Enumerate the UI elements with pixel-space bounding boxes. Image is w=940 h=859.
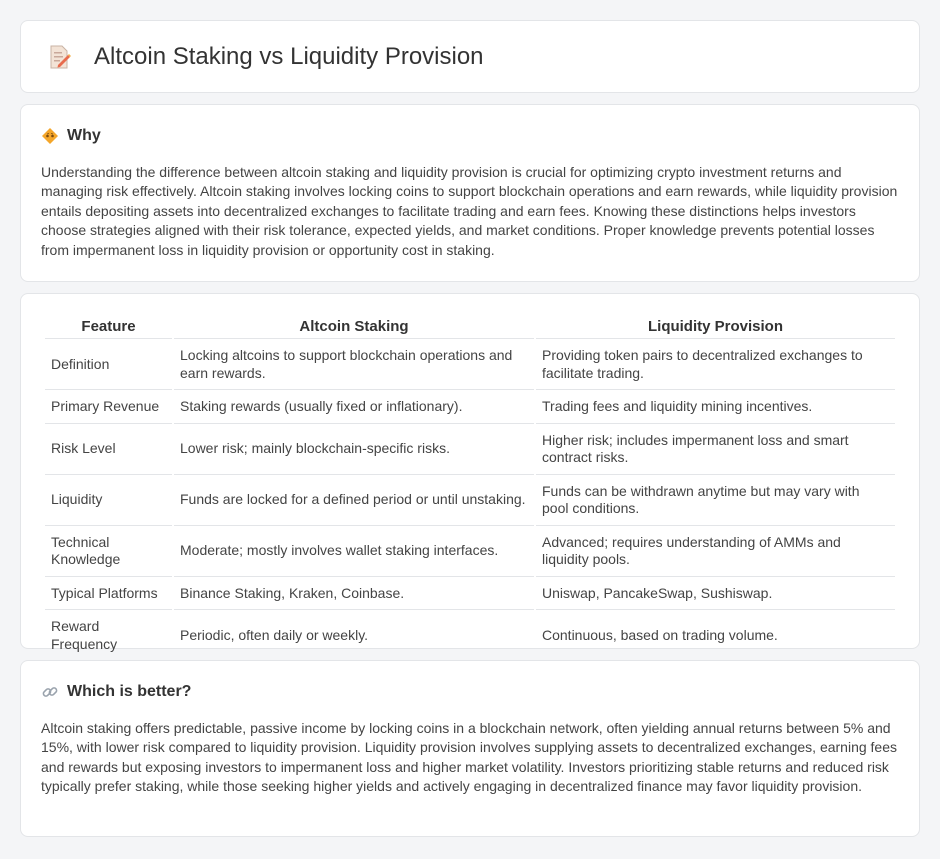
feature-cell: Typical Platforms bbox=[45, 577, 172, 611]
liquidity-cell: Providing token pairs to decentralized exchanges to facilitate trading. bbox=[536, 339, 895, 390]
comparison-table-card bbox=[20, 293, 920, 652]
feature-cell: Liquidity bbox=[45, 475, 172, 526]
liquidity-cell: Uniswap, PancakeSwap, Sushiswap. bbox=[536, 577, 895, 611]
feature-cell: Risk Level bbox=[45, 424, 172, 475]
staking-cell: Funds are locked for a defined period or until unstaking. bbox=[174, 475, 534, 526]
table-row bbox=[45, 339, 895, 390]
why-section bbox=[20, 104, 920, 282]
table-header-row bbox=[45, 314, 895, 339]
feature-cell: Technical Knowledge bbox=[45, 526, 172, 577]
better-title: Which is better? bbox=[67, 683, 192, 700]
comparison-table bbox=[43, 314, 897, 661]
link-icon bbox=[41, 683, 59, 701]
table-row bbox=[45, 610, 895, 661]
feature-cell: Reward Frequency bbox=[45, 610, 172, 661]
table-row bbox=[45, 424, 895, 475]
header-feature: Feature bbox=[45, 314, 172, 339]
staking-cell: Periodic, often daily or weekly. bbox=[174, 610, 534, 661]
better-text: Altcoin staking offers predictable, passive income by locking coins in a blockchain network, often yielding annual returns between 5% and 15%, with lower risk compared to liquidity provision. Liquidity provision involves supplying assets to decentralized exchanges, earning fees and rewards but exposing investors to impermanent loss and higher market volatility. Investors prioritizing stable returns and reduced risk typically prefer staking, while those seeking higher yields and actively engaging in decentralized finance may favor liquidity provision. bbox=[41, 720, 898, 795]
feature-cell: Definition bbox=[45, 339, 172, 390]
liquidity-cell: Higher risk; includes impermanent loss and smart contract risks. bbox=[536, 424, 895, 475]
staking-cell: Binance Staking, Kraken, Coinbase. bbox=[174, 577, 534, 611]
feature-cell: Primary Revenue bbox=[45, 390, 172, 424]
header-card bbox=[20, 20, 920, 93]
liquidity-cell: Continuous, based on trading volume. bbox=[536, 610, 895, 661]
staking-cell: Moderate; mostly involves wallet staking interfaces. bbox=[174, 526, 534, 577]
why-text: Understanding the difference between altcoin staking and liquidity provision is crucial for optimizing crypto investment returns and managing risk effectively. Altcoin staking involves locking coins to support blockchain operations and earn rewards, while liquidity provision entails depositing assets into decentralized exchanges to facilitate trading and earn fees. Knowing these distinctions helps investors choose strategies aligned with their risk tolerance, expected yields, and market conditions. Proper knowledge prevents potential losses from impermanent loss in liquidity provision or opportunity cost in staking. bbox=[41, 164, 898, 258]
liquidity-cell: Trading fees and liquidity mining incentives. bbox=[536, 390, 895, 424]
which-is-better-section bbox=[20, 660, 920, 837]
table-row bbox=[45, 526, 895, 577]
better-header bbox=[41, 683, 899, 701]
staking-cell: Staking rewards (usually fixed or inflationary). bbox=[174, 390, 534, 424]
header-liquidity-provision: Liquidity Provision bbox=[536, 314, 895, 339]
why-title: Why bbox=[67, 127, 101, 144]
header-altcoin-staking: Altcoin Staking bbox=[174, 314, 534, 339]
table-row bbox=[45, 577, 895, 611]
liquidity-cell: Advanced; requires understanding of AMMs and liquidity pools. bbox=[536, 526, 895, 577]
page-title: Altcoin Staking vs Liquidity Provision bbox=[94, 42, 484, 70]
why-header bbox=[41, 127, 899, 145]
liquidity-cell: Funds can be withdrawn anytime but may vary with pool conditions. bbox=[536, 475, 895, 526]
document-pencil-icon bbox=[46, 44, 72, 70]
diamond-icon bbox=[41, 127, 59, 145]
table-row bbox=[45, 475, 895, 526]
table-row bbox=[45, 390, 895, 424]
staking-cell: Locking altcoins to support blockchain operations and earn rewards. bbox=[174, 339, 534, 390]
staking-cell: Lower risk; mainly blockchain-specific risks. bbox=[174, 424, 534, 475]
